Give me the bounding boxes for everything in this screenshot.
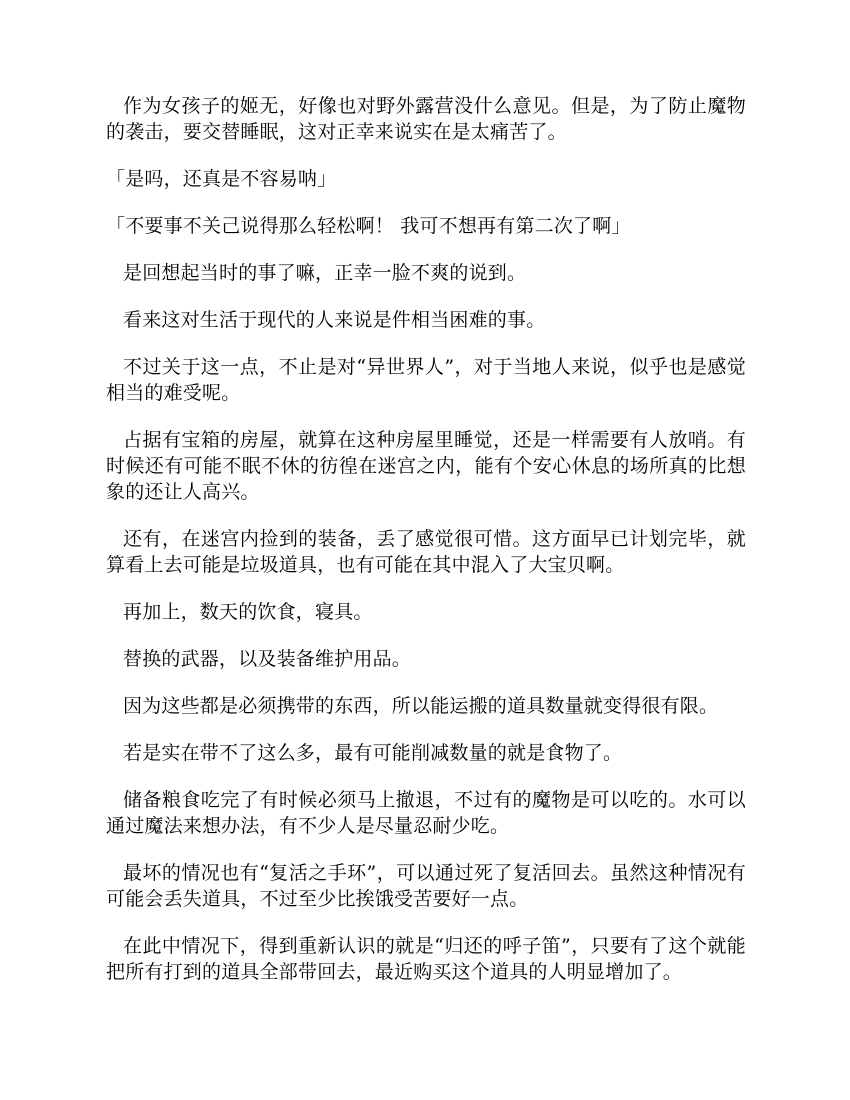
paragraph: 替换的武器，以及装备维护用品。 [123,648,412,670]
paragraph: 作为女孩子的姬无，好像也对野外露营没什么意见。但是，为了防止魔物的袭击，要交替睡眠，这对正幸来说实在是太痛苦了。 [106,95,746,143]
paragraph: 还有，在迷宫内捡到的装备，丢了感觉很可惜。这方面早已计划完毕，就算看上去可能是垃圾道具，也有可能在其中混入了大宝贝啊。 [106,528,746,576]
paragraph: 因为这些都是必须携带的东西，所以能运搬的道具数量就变得很有限。 [123,695,719,717]
document-page [106,93,746,1006]
paragraph: 若是实在带不了这么多，最有可能削减数量的就是食物了。 [123,742,623,764]
paragraph: 最坏的情况也有“复活之手环”，可以通过死了复活回去。虽然这种情况有可能会丢失道具，不过至少比挨饿受苦要好一点。 [106,862,746,910]
paragraph: 看来这对生活于现代的人来说是件相当困难的事。 [123,309,546,331]
paragraph: 是回想起当时的事了嘛，正幸一脸不爽的说到。 [123,262,527,284]
paragraph: 储备粮食吃完了有时候必须马上撤退，不过有的魔物是可以吃的。水可以通过魔法来想办法，有不少人是尽量忍耐少吃。 [106,789,746,837]
dialogue-line: 「不要事不关己说得那么轻松啊！ 我可不想再有第二次了啊」 [106,215,631,237]
paragraph: 占据有宝箱的房屋，就算在这种房屋里睡觉，还是一样需要有人放哨。有时候还有可能不眠不休的彷徨在迷宫之内，能有个安心休息的场所真的比想象的还让人高兴。 [106,429,746,503]
dialogue-line: 「是吗，还真是不容易呐」 [106,168,337,190]
paragraph: 不过关于这一点，不止是对“异世界人”，对于当地人来说，似乎也是感觉相当的难受呢。 [106,356,746,404]
paragraph: 再加上，数天的饮食，寝具。 [123,601,373,623]
paragraph: 在此中情况下，得到重新认识的就是“归还的呼子笛”，只要有了这个就能把所有打到的道具全部带回去，最近购买这个道具的人明显增加了。 [106,935,746,983]
